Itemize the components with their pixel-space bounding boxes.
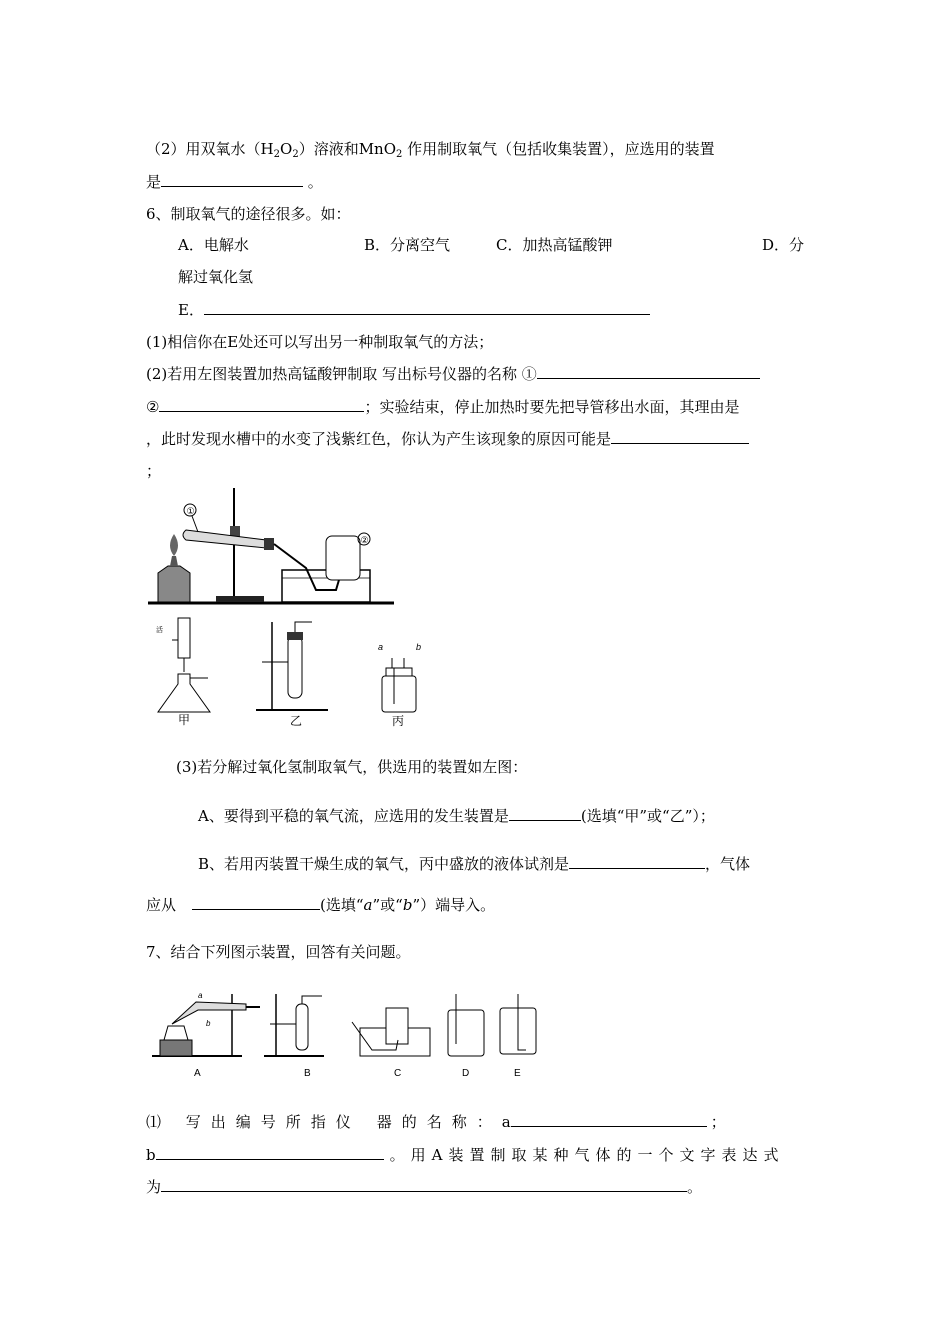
q6-part3: (3)若分解过氧化氢制取氧气，供选用的装置如左图：: [176, 758, 528, 776]
q7-title: 7、结合下列图示装置，回答有关问题。: [146, 943, 411, 961]
q6-option-e: [178, 299, 650, 320]
fig-label-C: C: [394, 1068, 402, 1079]
heating-apparatus-figure: [146, 478, 396, 608]
answer-blank[interactable]: [509, 805, 581, 821]
label-b: b: [416, 642, 422, 652]
label-jia: 甲: [178, 713, 191, 727]
fig1-label-2: ②: [360, 535, 369, 545]
q6-part2-text: (2)若用左图装置加热高锰酸钾制取 写出标号仪器的名称 ①: [146, 365, 537, 383]
q7-part1-line3-end: 。: [687, 1178, 703, 1196]
answer-blank[interactable]: [161, 171, 303, 187]
q5-part2-line1: [146, 139, 715, 165]
q5-part2-text-b: O: [280, 140, 293, 158]
label-a: a: [378, 642, 384, 652]
q6-part3-b-text: B、若用丙装置干燥生成的氧气，丙中盛放的液体试剂是: [198, 855, 570, 873]
answer-blank[interactable]: [204, 299, 650, 315]
q6-part2-line3: [146, 428, 749, 449]
q6-part3-b-line2-end: ”）端导入。: [412, 896, 496, 914]
q7-part1-line2: [146, 1144, 784, 1165]
q7-part1-text-b: 器的名称：: [376, 1113, 502, 1131]
label-bing: 丙: [392, 714, 405, 728]
fig-label-B: B: [304, 1068, 311, 1079]
q6-part3-a-end: (选填“甲”或“乙”）；: [580, 807, 715, 825]
q6-part3-b: [198, 853, 750, 874]
q6-part3-b-end: ，气体: [705, 855, 751, 873]
q6-a-italic: a: [363, 896, 373, 914]
svg-text:活: 活: [156, 627, 163, 634]
q6-part3-b-line2-start: 应从: [146, 896, 177, 914]
q7-label-a: a: [198, 991, 203, 1000]
q5-sub2: 2: [292, 149, 299, 160]
q6-part2-line2-text: ；实验结束，停止加热时要先把导管移出水面，其理由是: [364, 398, 740, 416]
q7-part1-line2-text: 。用A装置制取某种气体的一个文字表达式: [389, 1146, 785, 1164]
q7-part1-b: b: [146, 1146, 156, 1164]
q5-part2-text-c: ）溶液和MnO: [298, 140, 397, 158]
q7-part1-semi: ；: [710, 1113, 726, 1131]
q6-option-d-cont: 解过氧化氢: [178, 268, 254, 286]
fig-label-E: E: [514, 1068, 521, 1079]
q5-part2-line2: [146, 171, 323, 192]
q7-part1-a: a: [501, 1113, 511, 1131]
q5-sub1: 2: [273, 149, 281, 160]
fig-label-D: D: [462, 1068, 470, 1079]
q6-option-a: A．电解水: [178, 236, 249, 254]
q6-option-d: D．分: [762, 236, 805, 254]
answer-blank[interactable]: [511, 1111, 707, 1127]
q6-part3-a-text: A、要得到平稳的氧气流，应选用的发生装置是: [198, 807, 509, 825]
q7-part1-text-a: ⑴ 写出编号所指仪: [146, 1113, 361, 1131]
q6-option-e-label: E．: [178, 301, 204, 319]
apparatus-a-e-figure: [146, 984, 546, 1080]
answer-blank[interactable]: [569, 853, 705, 869]
q6-part2-line2-num: ②: [146, 398, 160, 416]
q6-part2-line1: [146, 363, 760, 384]
q5-part2-line2-end: 。: [303, 173, 323, 191]
q7-label-b: b: [206, 1019, 211, 1028]
answer-blank[interactable]: [611, 428, 749, 444]
q7-part1-line3: [146, 1176, 702, 1197]
q6-title: 6、制取氧气的途径很多。如：: [146, 205, 351, 223]
answer-blank[interactable]: [537, 363, 760, 379]
q6-part2-line3-text: ，此时发现水槽中的水变了浅紫红色，你认为产生该现象的原因可能是: [146, 430, 612, 448]
answer-blank[interactable]: [156, 1144, 384, 1160]
q5-part2-line2-text: 是: [146, 173, 162, 191]
generator-apparatus-figure: [152, 612, 422, 732]
q5-part2-text-d: 作用制取氧气（包括收集装置），应选用的装置: [402, 140, 715, 158]
q6-option-c: C．加热高锰酸钾: [496, 236, 613, 254]
q6-part2-line2: [146, 396, 739, 417]
q6-part3-b-line2: [146, 894, 495, 915]
q6-part3-b-line2-or: ”或“: [372, 896, 403, 914]
q6-part3-b-line2-a: (选填“: [320, 896, 364, 914]
q6-part3-a: [198, 805, 715, 826]
q5-sub3: 2: [396, 149, 403, 160]
answer-blank[interactable]: [159, 396, 364, 412]
fig-label-A: A: [194, 1068, 201, 1079]
label-yi: 乙: [290, 714, 303, 728]
answer-blank[interactable]: [161, 1176, 687, 1192]
q5-part2-text-a: （2）用双氧水（H: [146, 140, 274, 158]
q6-part1: (1)相信你在E处还可以写出另一种制取氧气的方法；: [146, 333, 494, 351]
fig1-label-1: ①: [186, 506, 195, 516]
q7-part1-line1: [146, 1111, 726, 1132]
q6-option-b: B．分离空气: [364, 236, 451, 254]
q6-part2-line4: ；: [146, 462, 162, 480]
q7-part1-line3-start: 为: [146, 1178, 162, 1196]
q6-b-italic: b: [402, 896, 413, 914]
answer-blank[interactable]: [192, 894, 320, 910]
